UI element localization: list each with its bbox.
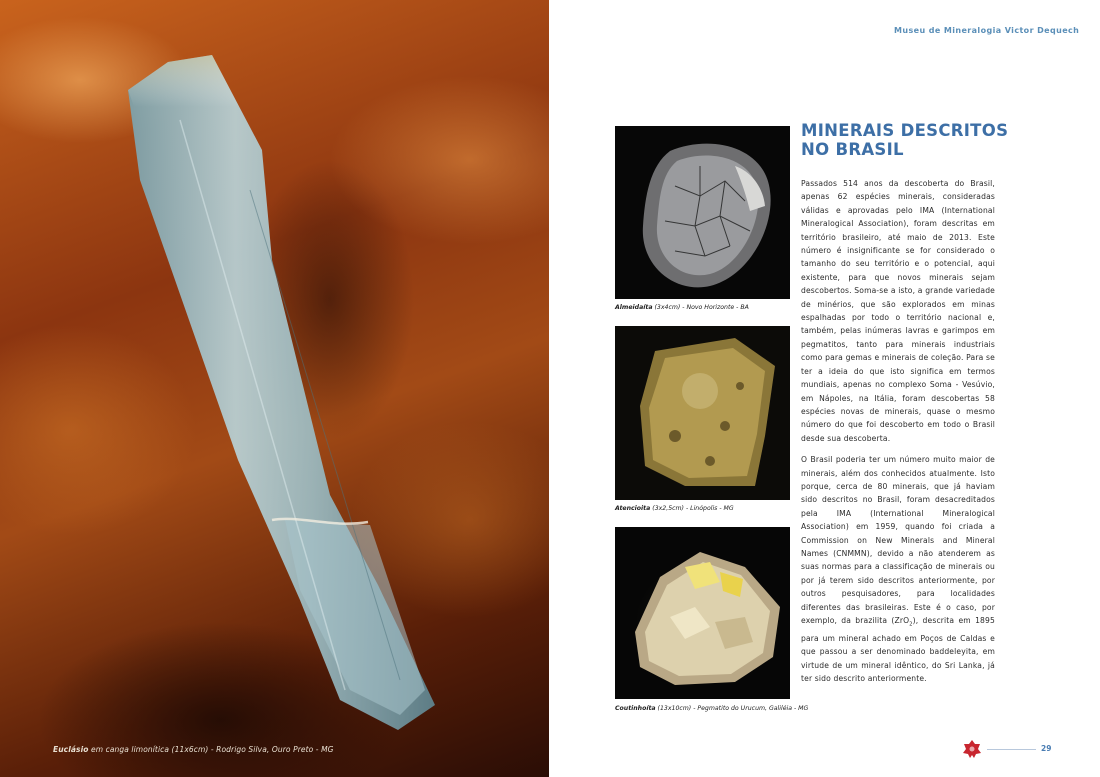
- euclase-crystal-illustration: [0, 0, 549, 777]
- photo-caption-1: Almeidaíta (3x4cm) - Novo Horizonte - BA: [615, 304, 749, 311]
- article-title-line-2: NO BRASIL: [801, 140, 904, 159]
- photo-caption-2: Atencioita (3x2,5cm) - Linópolis - MG: [615, 505, 734, 512]
- cover-photo-euclase: [0, 0, 549, 777]
- page-number: 29: [1041, 744, 1052, 753]
- article-body: [801, 177, 995, 686]
- almeidaite-specimen-illustration: [615, 126, 790, 299]
- atencioite-specimen-illustration: [615, 326, 790, 500]
- article-title-line-1: MINERAIS DESCRITOS: [801, 121, 1009, 140]
- photo-almeidaite: [615, 126, 790, 299]
- cover-photo-caption: Euclásio em canga limonítica (11x6cm) - Rodrigo Silva, Ouro Preto - MG: [53, 745, 334, 754]
- article-title: [801, 121, 1041, 159]
- footer-divider: [987, 749, 1036, 750]
- running-header: Museu de Mineralogia Victor Dequech: [894, 26, 1080, 35]
- coutinhoite-specimen-illustration: [615, 527, 790, 699]
- museum-logo-icon: [962, 739, 982, 759]
- article-paragraph-1: Passados 514 anos da descoberta do Brasil, apenas 62 espécies minerais, consideradas válidas e aprovadas pelo IMA (International Mineralogical Association), foram descritas em território brasileiro, até maio de 2013. Este número é insignificante se for considerado o tamanho do seu território e o potencial, aqui existente, para que novos minerais sejam descobertos. Soma-se a isto, a grande variedade de minérios, que são explorados em minas espalhadas por todo o território nacional e, também, pelas inúmeras lavras e garimpos em pegmatitos, tanto para minerais industriais como para gemas e minerais de coleção. Para se ter a ideia do que isto significa em termos mundiais, apenas no complexo Soma - Vesúvio, em Nápoles, na Itália, foram descobertas 58 espécies novas de minerais, quase o mesmo número do que foi descoberto em todo o Brasil desde sua descoberta.: [801, 179, 995, 443]
- photo-atencioite: [615, 326, 790, 500]
- photo-caption-3: Coutinhoíta (13x10cm) - Pegmatito do Urucum, Galiléia - MG: [615, 705, 809, 712]
- article-paragraph-2: O Brasil poderia ter um número muito maior de minerais, além dos conhecidos atualmente. Isto porque, cerca de 80 minerais, que já haviam sido descritos no Brasil, foram desacreditados pela IMA (International Mineralogical Association) em 1959, quando foi criada a Commission on New Minerals and Mineral Names (CNMMN), devido a não atenderem as suas normas para a classificação de minerais ou por já terem sido descritos anteriormente, por outros pesquisadores, para localidades diferentes das brasileiras. Este é o caso, por exemplo, da brazilita (ZrO$_2$), descrita em 1895 para um mineral achado em Poços de Caldas e que passou a ser denominado baddeleyita, em virtude de um mineral idêntico, do Sri Lanka, já ter sido descrito anteriormente.: [801, 455, 995, 684]
- photo-coutinhoite: [615, 527, 790, 699]
